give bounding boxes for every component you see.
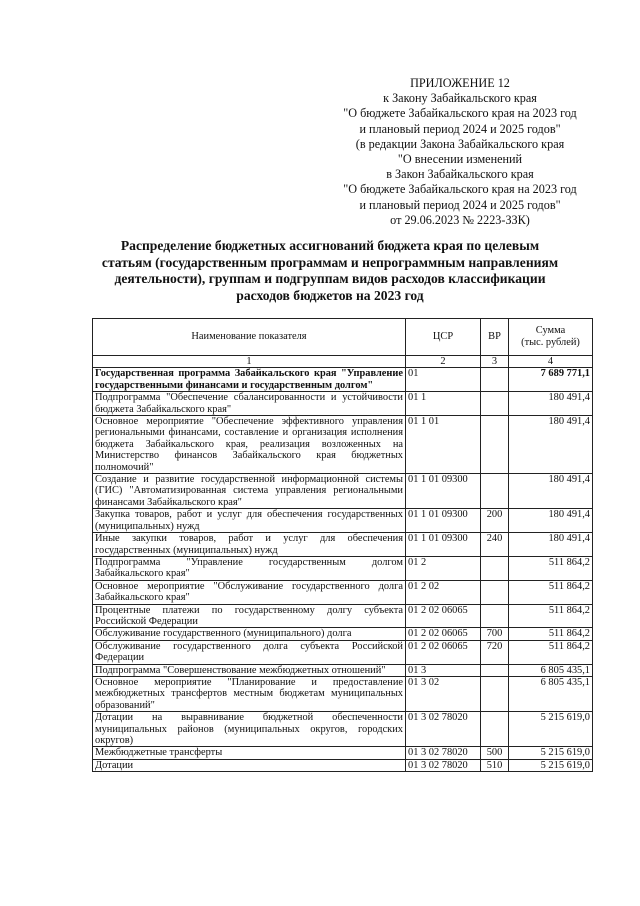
table-row bbox=[93, 416, 593, 474]
row-sum-cell: 5 215 619,0 bbox=[509, 712, 593, 747]
column-number-row bbox=[93, 356, 593, 368]
column-number: 2 bbox=[406, 356, 481, 368]
row-name-cell: Обслуживание государственного долга субъекта Российской Федерации bbox=[93, 640, 406, 664]
table-row bbox=[93, 747, 593, 759]
row-csr-cell: 01 2 02 bbox=[406, 580, 481, 604]
row-sum-cell: 180 491,4 bbox=[509, 509, 593, 533]
appendix-header-line: "О бюджете Забайкальского края на 2023 год bbox=[343, 106, 577, 121]
table-row bbox=[93, 474, 593, 509]
row-csr-cell: 01 3 bbox=[406, 664, 481, 676]
column-header-sum-line1: Сумма bbox=[535, 325, 566, 336]
appendix-header-line: (в редакции Закона Забайкальского края bbox=[355, 136, 565, 151]
row-sum-cell: 180 491,4 bbox=[509, 392, 593, 416]
row-vr-cell bbox=[481, 368, 509, 392]
table-row bbox=[93, 664, 593, 676]
budget-table bbox=[92, 318, 593, 772]
row-csr-cell: 01 2 02 06065 bbox=[406, 640, 481, 664]
document-title-line: Распределение бюджетных ассигнований бюджета края по целевым bbox=[120, 238, 540, 253]
row-vr-cell: 510 bbox=[481, 759, 509, 771]
row-sum-cell: 7 689 771,1 bbox=[509, 368, 593, 392]
row-sum-cell: 511 864,2 bbox=[509, 580, 593, 604]
appendix-header-line: от 29.06.2023 № 2223-ЗЗК) bbox=[390, 212, 530, 227]
column-header-name: Наименование показателя bbox=[93, 319, 406, 356]
row-csr-cell: 01 2 bbox=[406, 556, 481, 580]
row-name-cell: Основное мероприятие "Планирование и предоставление межбюджетных трансфертов местным бюджетам муниципальных образований" bbox=[93, 676, 406, 711]
row-csr-cell: 01 2 02 06065 bbox=[406, 604, 481, 628]
row-csr-cell: 01 2 02 06065 bbox=[406, 628, 481, 640]
row-vr-cell: 700 bbox=[481, 628, 509, 640]
appendix-header-line: "О бюджете Забайкальского края на 2023 год bbox=[343, 182, 577, 197]
row-vr-cell bbox=[481, 580, 509, 604]
row-sum-cell: 180 491,4 bbox=[509, 474, 593, 509]
row-vr-cell bbox=[481, 416, 509, 474]
column-header-vr: ВР bbox=[481, 319, 509, 356]
row-sum-cell: 6 805 435,1 bbox=[509, 664, 593, 676]
table-row bbox=[93, 712, 593, 747]
row-name-cell: Процентные платежи по государственному долгу субъекта Российской Федерации bbox=[93, 604, 406, 628]
table-row bbox=[93, 392, 593, 416]
row-sum-cell: 6 805 435,1 bbox=[509, 676, 593, 711]
table-row bbox=[93, 533, 593, 557]
row-sum-cell: 5 215 619,0 bbox=[509, 747, 593, 759]
row-csr-cell: 01 1 bbox=[406, 392, 481, 416]
row-name-cell: Создание и развитие государственной информационной системы (ГИС) "Автоматизированная система управления региональными финансами Забайкальского края" bbox=[93, 474, 406, 509]
row-csr-cell: 01 3 02 78020 bbox=[406, 712, 481, 747]
row-name-cell: Обслуживание государственного (муниципального) долга bbox=[93, 628, 406, 640]
row-sum-cell: 511 864,2 bbox=[509, 628, 593, 640]
row-sum-cell: 511 864,2 bbox=[509, 640, 593, 664]
column-number: 4 bbox=[509, 356, 593, 368]
row-vr-cell: 720 bbox=[481, 640, 509, 664]
row-name-cell: Государственная программа Забайкальского края "Управление государственными финансами и государственным долгом" bbox=[93, 368, 406, 392]
document-title-line: статьям (государственным программам и непрограммным направлениям bbox=[101, 254, 559, 270]
row-vr-cell bbox=[481, 676, 509, 711]
row-csr-cell: 01 1 01 09300 bbox=[406, 509, 481, 533]
row-name-cell: Подпрограмма "Обеспечение сбалансированности и устойчивости бюджета Забайкальского края" bbox=[93, 392, 406, 416]
row-csr-cell: 01 3 02 78020 bbox=[406, 747, 481, 759]
appendix-header-line: и плановый период 2024 и 2025 годов" bbox=[359, 121, 561, 136]
appendix-header-line: к Закону Забайкальского края bbox=[383, 91, 537, 106]
row-name-cell: Закупка товаров, работ и услуг для обеспечения государственных (муниципальных) нужд bbox=[93, 509, 406, 533]
row-csr-cell: 01 3 02 78020 bbox=[406, 759, 481, 771]
appendix-header-line: "О внесении изменений bbox=[397, 152, 523, 167]
table-row bbox=[93, 509, 593, 533]
row-csr-cell: 01 bbox=[406, 368, 481, 392]
row-sum-cell: 5 215 619,0 bbox=[509, 759, 593, 771]
row-name-cell: Межбюджетные трансферты bbox=[93, 747, 406, 759]
document-title-line: деятельности), группам и подгруппам видов расходов классификации bbox=[114, 271, 546, 287]
column-header-sum bbox=[509, 319, 593, 356]
table-row bbox=[93, 676, 593, 711]
row-name-cell: Основное мероприятие "Обслуживание государственного долга Забайкальского края" bbox=[93, 580, 406, 604]
row-vr-cell bbox=[481, 712, 509, 747]
column-number: 1 bbox=[93, 356, 406, 368]
row-vr-cell bbox=[481, 604, 509, 628]
row-name-cell: Иные закупки товаров, работ и услуг для обеспечения государственных (муниципальных) нужд bbox=[93, 533, 406, 557]
row-name-cell: Дотации bbox=[93, 759, 406, 771]
table-row bbox=[93, 759, 593, 771]
row-vr-cell: 240 bbox=[481, 533, 509, 557]
row-name-cell: Подпрограмма "Управление государственным долгом Забайкальского края" bbox=[93, 556, 406, 580]
table-row bbox=[93, 628, 593, 640]
document-title bbox=[70, 238, 590, 304]
row-csr-cell: 01 1 01 bbox=[406, 416, 481, 474]
row-sum-cell: 180 491,4 bbox=[509, 533, 593, 557]
budget-table-body bbox=[93, 368, 593, 772]
row-name-cell: Дотации на выравнивание бюджетной обеспеченности муниципальных районов (муниципальных округов, городских округов) bbox=[93, 712, 406, 747]
row-vr-cell: 500 bbox=[481, 747, 509, 759]
row-sum-cell: 511 864,2 bbox=[509, 604, 593, 628]
row-sum-cell: 180 491,4 bbox=[509, 416, 593, 474]
row-vr-cell bbox=[481, 556, 509, 580]
row-csr-cell: 01 1 01 09300 bbox=[406, 474, 481, 509]
table-row bbox=[93, 580, 593, 604]
appendix-header-line: ПРИЛОЖЕНИЕ 12 bbox=[410, 76, 510, 90]
table-row bbox=[93, 604, 593, 628]
appendix-header-line: и плановый период 2024 и 2025 годов" bbox=[359, 197, 561, 212]
row-vr-cell: 200 bbox=[481, 509, 509, 533]
column-number: 3 bbox=[481, 356, 509, 368]
appendix-header bbox=[330, 76, 590, 228]
table-row bbox=[93, 640, 593, 664]
table-row bbox=[93, 368, 593, 392]
row-csr-cell: 01 1 01 09300 bbox=[406, 533, 481, 557]
row-sum-cell: 511 864,2 bbox=[509, 556, 593, 580]
row-name-cell: Подпрограмма "Совершенствование межбюджетных отношений" bbox=[93, 664, 406, 676]
appendix-header-line: в Закон Забайкальского края bbox=[386, 167, 534, 182]
row-name-cell: Основное мероприятие "Обеспечение эффективного управления региональными финансами, составление и организация исполнения бюджета Забайкальского края, реализация возложенных на Министерство финансов Забайкальского края бюджетных полномочий" bbox=[93, 416, 406, 474]
table-header-row bbox=[93, 319, 593, 356]
column-header-csr: ЦСР bbox=[406, 319, 481, 356]
row-vr-cell bbox=[481, 664, 509, 676]
table-row bbox=[93, 556, 593, 580]
column-header-sum-line2: (тыс. рублей) bbox=[521, 337, 580, 348]
document-title-line: расходов бюджетов на 2023 год bbox=[236, 287, 424, 303]
row-csr-cell: 01 3 02 bbox=[406, 676, 481, 711]
row-vr-cell bbox=[481, 392, 509, 416]
row-vr-cell bbox=[481, 474, 509, 509]
